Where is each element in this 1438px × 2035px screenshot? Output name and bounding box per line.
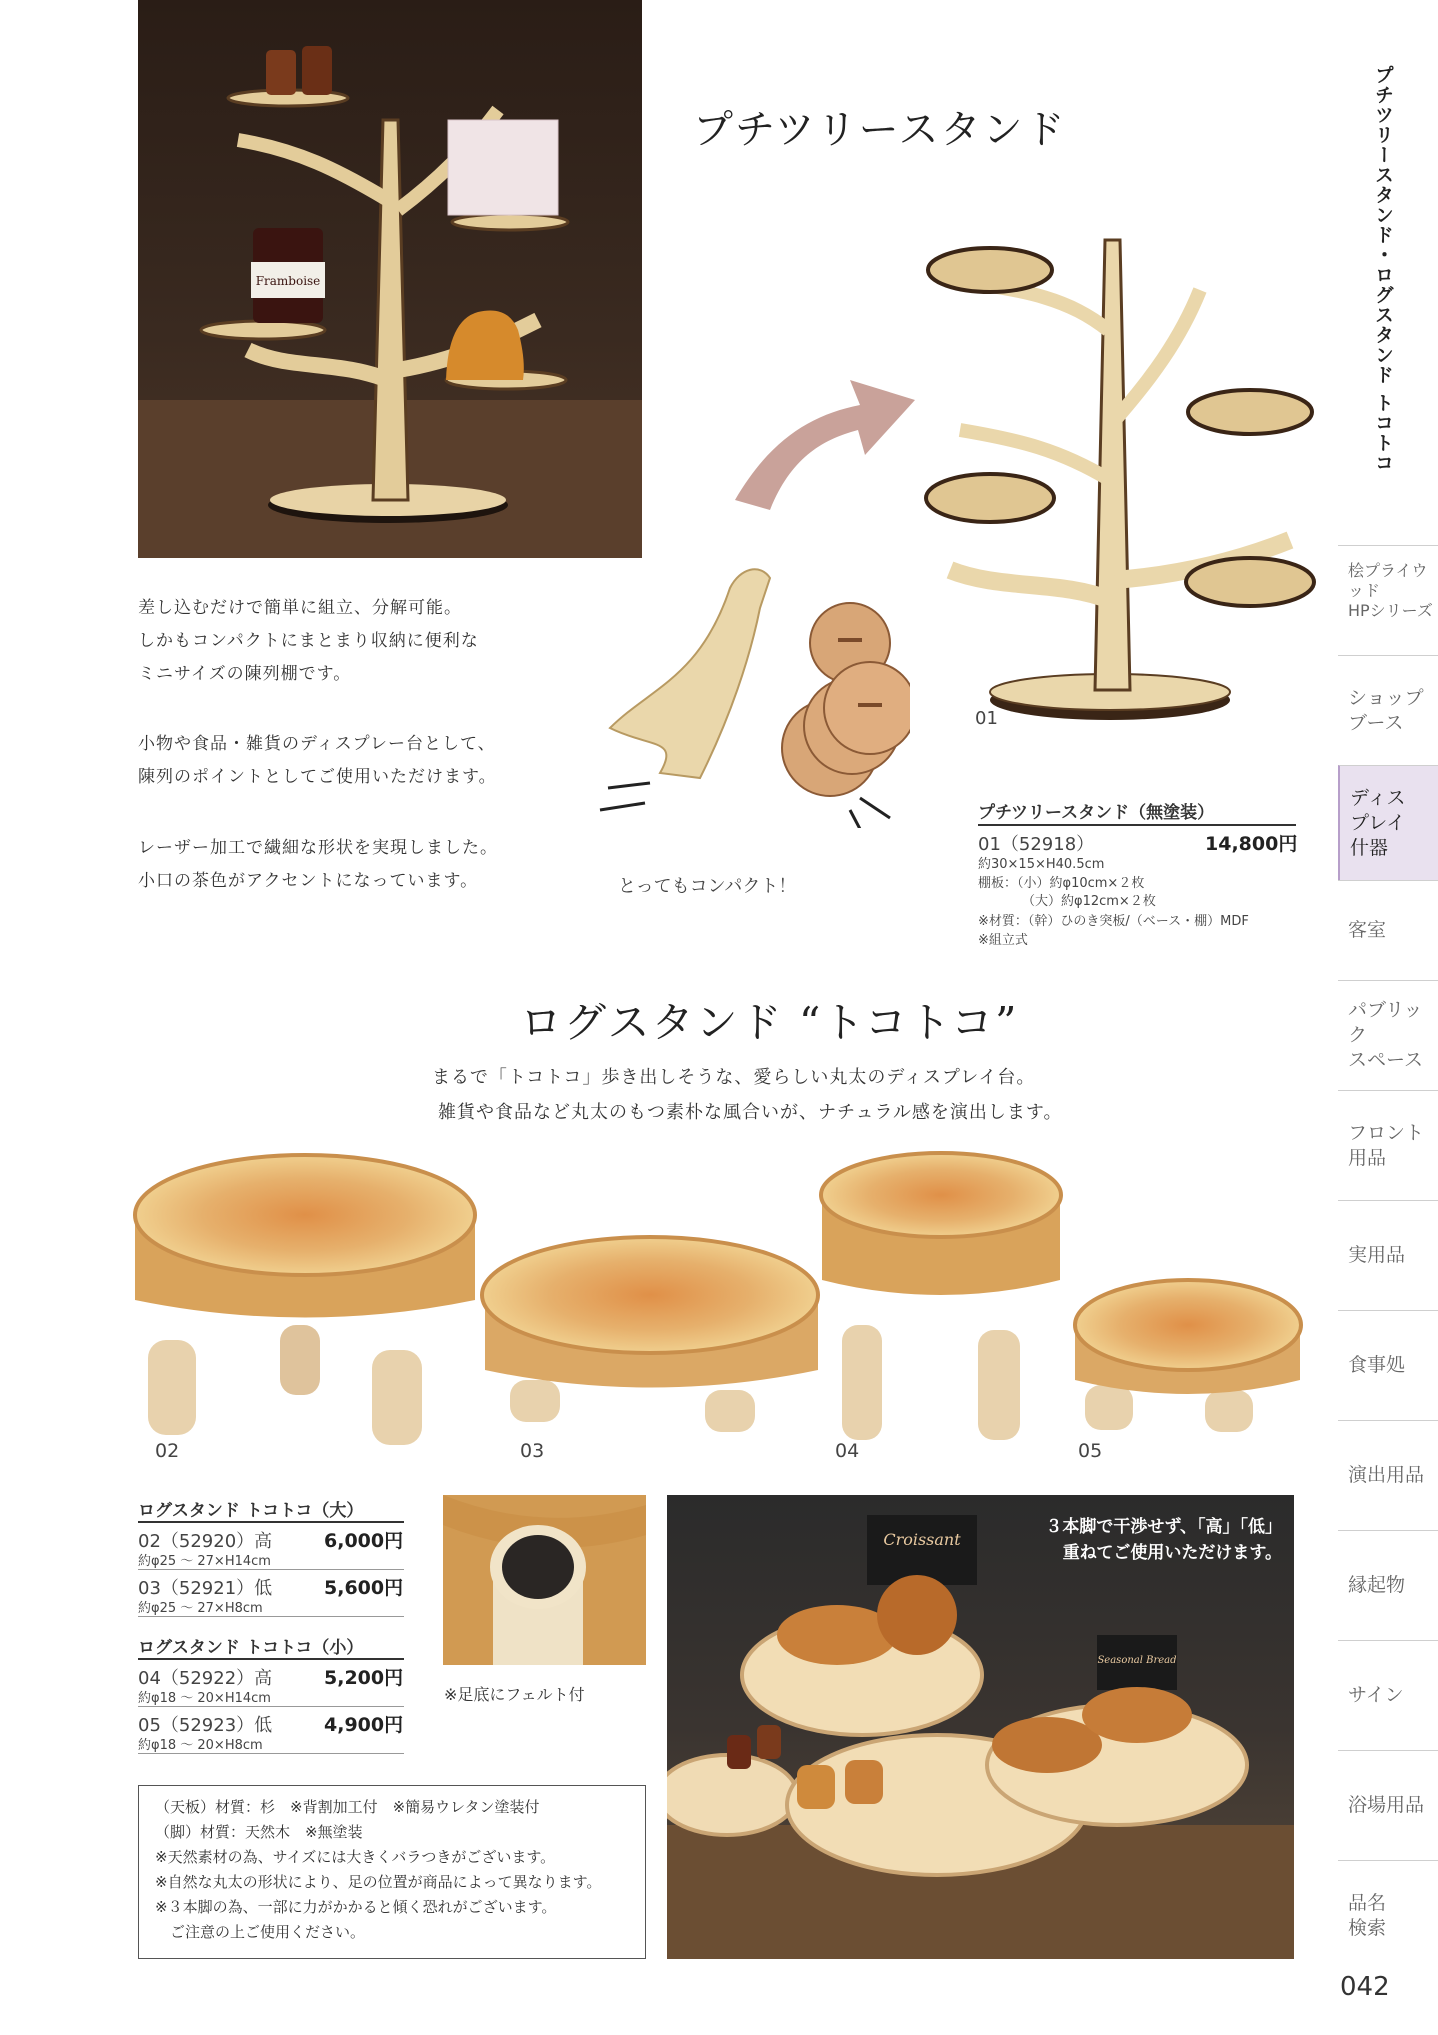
log-item-rule — [138, 1616, 404, 1617]
petit-desc-line: 小物や食品・雑貨のディスプレー台として、 — [138, 734, 496, 754]
petit-desc-line: ミニサイズの陳列棚です。 — [138, 664, 352, 684]
felt-caption: ※足底にフェルト付 — [444, 1685, 585, 1704]
petit-spec-line: 棚板：（小）約φ10cm×２枚 — [978, 876, 1145, 891]
index-tab-1[interactable] — [1338, 655, 1438, 765]
petit-spec-rule — [978, 824, 1296, 826]
log-stands-illustration — [130, 1140, 1310, 1450]
log-stand-04 — [821, 1153, 1061, 1440]
index-tab-label: 客室 — [1348, 919, 1387, 941]
compact-caption: とってもコンパクト！ — [618, 876, 797, 897]
index-tab-label: フロント 用品 — [1348, 1121, 1425, 1169]
note-line: ※自然な丸太の形状により、足の位置が商品によって異なります。 — [155, 1873, 602, 1891]
petit-desc-line: しかもコンパクトにまとまり収納に便利な — [138, 631, 479, 651]
log-item-size: 約φ18 ～ 20×H14cm — [138, 1691, 271, 1706]
log-item-rule — [138, 1706, 404, 1707]
log-group-large: ログスタンド トコトコ（大） — [138, 1501, 364, 1521]
log-item-price: 6,000円 — [324, 1530, 404, 1552]
log-item-code: 02（52920）高 — [138, 1531, 273, 1552]
log-stand-02 — [135, 1155, 475, 1445]
index-tab-0[interactable] — [1338, 545, 1438, 635]
petit-spec-title: プチツリースタンド（無塗装） — [978, 803, 1215, 823]
bread-caption-line: ３本脚で干渉せず、「高」「低」 — [1045, 1517, 1282, 1537]
petit-price: 14,800円 — [1205, 833, 1298, 855]
log-item-price: 5,600円 — [324, 1577, 404, 1599]
index-tab-5[interactable] — [1338, 1090, 1438, 1200]
index-tab-label: 実用品 — [1348, 1244, 1406, 1266]
disassembled-stand-illustration — [590, 548, 910, 828]
page-number: 042 — [1340, 1972, 1390, 2002]
note-line: ※３本脚の為、一部に力がかかると傾く恐れがございます。 — [155, 1898, 557, 1916]
note-line: （脚）材質：天然木 ※無塗装 — [155, 1823, 363, 1841]
arrow-graphic — [730, 360, 920, 510]
log-item-rule — [138, 1569, 404, 1570]
log-item-size: 約φ25 ～ 27×H8cm — [138, 1601, 263, 1616]
log-stand-03 — [482, 1237, 818, 1432]
log-item-rule — [138, 1753, 404, 1754]
petit-spec-line: （大）約φ12cm×２枚 — [1022, 894, 1156, 909]
item-number-01: 01 — [975, 708, 998, 729]
log-item-number: 04 — [835, 1440, 860, 1462]
index-tab-8[interactable] — [1338, 1420, 1438, 1530]
petit-spec-line: ※材質：（幹）ひのき突板/（ベース・棚）MDF — [978, 914, 1249, 929]
log-item-price: 4,900円 — [324, 1714, 404, 1736]
index-tab-label: 演出用品 — [1348, 1464, 1425, 1486]
tree-stand-photo — [138, 0, 642, 558]
log-group-small-rule — [138, 1658, 404, 1660]
log-group-small: ログスタンド トコトコ（小） — [138, 1638, 364, 1658]
index-tab-9[interactable] — [1338, 1530, 1438, 1640]
index-tab-3[interactable] — [1338, 880, 1438, 980]
croissant-sign: Croissant — [883, 1530, 961, 1549]
index-tab-12[interactable] — [1338, 1860, 1438, 1970]
index-tab-6[interactable] — [1338, 1200, 1438, 1310]
index-tab-label: サイン — [1348, 1684, 1404, 1706]
index-tab-label: ショップ ブース — [1348, 686, 1424, 734]
log-item-code: 05（52923）低 — [138, 1715, 273, 1736]
log-item-price: 5,200円 — [324, 1667, 404, 1689]
index-tab-label: 品名 検索 — [1348, 1891, 1387, 1939]
assembled-stand-illustration — [920, 180, 1320, 740]
log-item-size: 約φ18 ～ 20×H8cm — [138, 1738, 263, 1753]
log-item-code: 03（52921）低 — [138, 1578, 273, 1599]
petit-heading: プチツリースタンド — [693, 107, 1067, 153]
petit-desc-line: 差し込むだけで簡単に組立、分解可能。 — [138, 598, 462, 618]
note-line: （天板）材質：杉 ※背割加工付 ※簡易ウレタン塗装付 — [155, 1798, 540, 1816]
felt-closeup-photo — [443, 1495, 646, 1665]
petit-spec-line: ※組立式 — [978, 933, 1028, 948]
index-tab-label: 食事処 — [1348, 1354, 1406, 1376]
index-tab-2[interactable] — [1338, 765, 1438, 880]
log-item-code: 04（52922）高 — [138, 1668, 273, 1689]
index-tab-10[interactable] — [1338, 1640, 1438, 1750]
bread-sign: Seasonal Bread — [1097, 1655, 1177, 1666]
petit-desc-line: 小口の茶色がアクセントになっています。 — [138, 871, 479, 891]
log-heading: ログスタンド “トコトコ” — [520, 998, 1019, 1047]
log-item-number: 02 — [155, 1440, 180, 1462]
index-tab-label: 縁起物 — [1348, 1574, 1406, 1596]
bread-display-photo — [667, 1495, 1294, 1959]
log-stand-05 — [1075, 1280, 1301, 1432]
index-tab-label: ディス プレイ 什器 — [1350, 786, 1406, 859]
log-intro-line: まるで「トコトコ」歩き出しそうな、愛らしい丸太のディスプレイ台。 — [432, 1067, 1036, 1088]
petit-desc-line: 陳列のポイントとしてご使用いただけます。 — [138, 767, 497, 787]
note-line: ※天然素材の為、サイズには大きくバラつきがございます。 — [155, 1848, 556, 1866]
index-tab-7[interactable] — [1338, 1310, 1438, 1420]
petit-desc-line: レーザー加工で繊細な形状を実現しました。 — [138, 838, 498, 858]
index-tab-11[interactable] — [1338, 1750, 1438, 1860]
side-title: プチツリースタンド・ログスタンド トコトコ — [1372, 65, 1394, 473]
index-tab-label: パブリック スペース — [1348, 999, 1424, 1071]
log-group-large-rule — [138, 1521, 404, 1523]
tree-stand-illustration — [138, 0, 642, 558]
log-intro-line: 雑貨や食品など丸太のもつ素朴な風合いが、ナチュラル感を演出します。 — [438, 1102, 1063, 1123]
bread-caption-line: 重ねてご使用いただけます。 — [1062, 1543, 1282, 1563]
petit-spec-line: 約30×15×H40.5cm — [978, 857, 1105, 872]
index-tab-label: 浴場用品 — [1348, 1794, 1425, 1816]
jam-label: Framboise — [255, 274, 321, 288]
index-tab-4[interactable] — [1338, 980, 1438, 1090]
log-item-size: 約φ25 ～ 27×H14cm — [138, 1554, 271, 1569]
index-tab-label: 桧プライウッド HPシリーズ — [1348, 560, 1433, 620]
log-item-number: 03 — [520, 1440, 545, 1462]
log-item-number: 05 — [1078, 1440, 1103, 1462]
petit-code: 01（52918） — [978, 834, 1095, 855]
note-line: ご注意の上ご使用ください。 — [155, 1923, 366, 1941]
